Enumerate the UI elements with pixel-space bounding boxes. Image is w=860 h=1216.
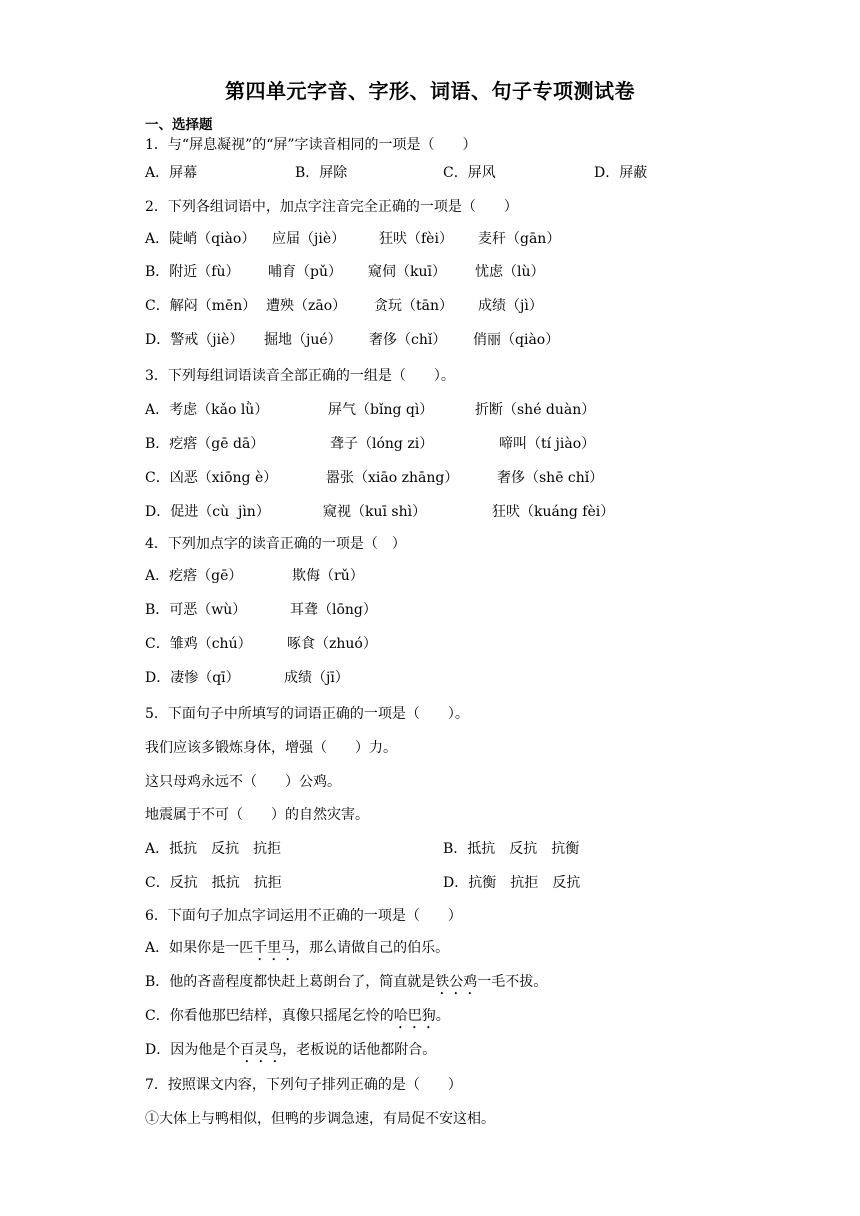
q3-option-d-word-2: 窥视（kuī shì） — [323, 504, 427, 520]
q2-option-c-word-3: 贪玩（tān） — [374, 298, 453, 314]
q5-sentence-3: 地震属于不可（ ）的自然灾害。 — [145, 807, 369, 823]
q3-option-a-word-2: 屏气（bǐng qì） — [328, 402, 434, 418]
q3-option-c-word-1[interactable]: C．凶恶（xiōng è） — [145, 470, 278, 486]
section-heading: 一、选择题 — [145, 117, 213, 133]
q4-option-d-word-1[interactable]: D．凄惨（qī） — [145, 670, 240, 686]
q2-option-d-word-4: 俏丽（qiào） — [473, 332, 560, 348]
question-5-stem: 5．下面句子中所填写的词语正确的一项是（ ）。 — [145, 706, 469, 722]
q6-c-text-1: C．你看他那巴结样，真像只摇尾乞怜的 — [145, 1008, 394, 1024]
q2-option-a-word-4: 麦秆（gān） — [478, 231, 561, 247]
q4-option-a-word-2: 欺侮（rǔ） — [292, 568, 364, 584]
q3-option-b-word-3: 啼叫（tí jiào） — [499, 436, 596, 452]
q6-c-text-2: 。 — [435, 1008, 450, 1024]
q5-option-c[interactable]: C．反抗 抵抗 抗拒 — [145, 875, 282, 891]
q4-option-b-word-1[interactable]: B．可恶（wù） — [145, 602, 247, 618]
q6-a-dotted-word: 千里马 — [253, 940, 296, 956]
q2-option-c-word-4: 成绩（jì） — [478, 298, 543, 314]
question-7-stem: 7．按照课文内容，下列句子排列正确的是（ ） — [145, 1077, 462, 1093]
q4-option-c-word-2: 啄食（zhuó） — [287, 636, 377, 652]
q3-option-a-word-3: 折断（shé duàn） — [475, 402, 596, 418]
q5-option-d[interactable]: D．抗衡 抗拒 反抗 — [443, 875, 581, 891]
q2-option-d-word-3: 奢侈（chǐ） — [369, 332, 447, 348]
q6-option-b[interactable] — [145, 973, 547, 998]
q3-option-d-word-3: 狂吠（kuáng fèi） — [492, 504, 615, 520]
q4-option-c-word-1[interactable]: C．雏鸡（chú） — [145, 636, 252, 652]
q6-a-text-2: ，那么请做自己的伯乐。 — [295, 940, 450, 956]
q6-b-text-2: 一毛不拔。 — [477, 974, 548, 990]
q1-option-c[interactable]: C．屏风 — [443, 165, 496, 181]
q1-option-a[interactable]: A．屏幕 — [145, 165, 198, 181]
q3-option-b-word-2: 聋子（lóng zi） — [330, 436, 434, 452]
q3-option-d-word-1[interactable]: D．促进（cù jìn） — [145, 504, 270, 520]
q2-option-d-word-1[interactable]: D．警戒（jiè） — [145, 332, 244, 348]
q1-option-d[interactable]: D．屏蔽 — [594, 165, 648, 181]
q2-option-b-word-3: 窥伺（kuī） — [368, 264, 446, 280]
q6-a-text-1: A．如果你是一匹 — [145, 940, 254, 956]
question-2-stem: 2．下列各组词语中，加点字注音完全正确的一项是（ ） — [145, 199, 518, 215]
q2-option-d-word-2: 掘地（jué） — [264, 332, 342, 348]
q2-option-b-word-1[interactable]: B．附近（fù） — [145, 264, 240, 280]
q4-option-b-word-2: 耳聋（lōng） — [290, 602, 377, 618]
q2-option-b-word-4: 忧虑（lù） — [475, 264, 545, 280]
q2-option-c-word-2: 遭殃（zāo） — [266, 298, 347, 314]
question-1-stem: 1．与“屏息凝视”的“屏”字读音相同的一项是（ ） — [145, 137, 477, 153]
q6-d-text-2: ，老板说的话他都附合。 — [282, 1042, 437, 1058]
q3-option-c-word-3: 奢侈（shē chǐ） — [497, 470, 604, 486]
page-title: 第四单元字音、字形、词语、句子专项测试卷 — [225, 79, 635, 103]
q2-option-a-word-2: 应届（jiè） — [272, 231, 346, 247]
q6-option-a[interactable] — [145, 939, 449, 964]
q2-option-a-word-1[interactable]: A．陡峭（qiào） — [145, 231, 256, 247]
q1-option-b[interactable]: B．屏除 — [295, 165, 348, 181]
q6-d-dotted-word: 百灵鸟 — [240, 1042, 283, 1058]
q4-option-d-word-2: 成绩（jī） — [284, 670, 349, 686]
q2-option-a-word-3: 狂吠（fèi） — [379, 231, 453, 247]
q6-option-d[interactable] — [145, 1041, 436, 1066]
q2-option-b-word-2: 哺育（pǔ） — [268, 264, 342, 280]
q5-option-a[interactable]: A．抵抗 反抗 抗拒 — [145, 841, 282, 857]
question-4-stem: 4．下列加点字的读音正确的一项是（ ） — [145, 536, 406, 552]
q2-option-c-word-1[interactable]: C．解闷（mēn） — [145, 298, 257, 314]
q4-option-a-word-1[interactable]: A．疙瘩（gē） — [145, 568, 243, 584]
q5-option-b[interactable]: B．抵抗 反抗 抗衡 — [443, 841, 580, 857]
q3-option-c-word-2: 嚣张（xiāo zhāng） — [326, 470, 459, 486]
q6-option-c[interactable] — [145, 1007, 450, 1032]
q6-d-text-1: D．因为他是个 — [145, 1042, 241, 1058]
question-6-stem: 6．下面句子加点字词运用不正确的一项是（ ） — [145, 908, 462, 924]
q6-b-dotted-word: 铁公鸡 — [435, 974, 478, 990]
q3-option-a-word-1[interactable]: A．考虑（kǎo lǜ） — [145, 402, 269, 418]
q5-sentence-2: 这只母鸡永远不（ ）公鸡。 — [145, 774, 341, 790]
q6-b-text-1: B．他的吝啬程度都快赶上葛朗台了，简直就是 — [145, 974, 436, 990]
question-3-stem: 3．下列每组词语读音全部正确的一组是（ ）。 — [145, 368, 455, 384]
q5-sentence-1: 我们应该多锻炼身体，增强（ ）力。 — [145, 740, 397, 756]
q6-c-dotted-word: 哈巴狗 — [393, 1008, 436, 1024]
q7-sentence-1: ①大体上与鸭相似，但鸭的步调急速，有局促不安这相。 — [145, 1111, 495, 1127]
q3-option-b-word-1[interactable]: B．疙瘩（gē dā） — [145, 436, 265, 452]
